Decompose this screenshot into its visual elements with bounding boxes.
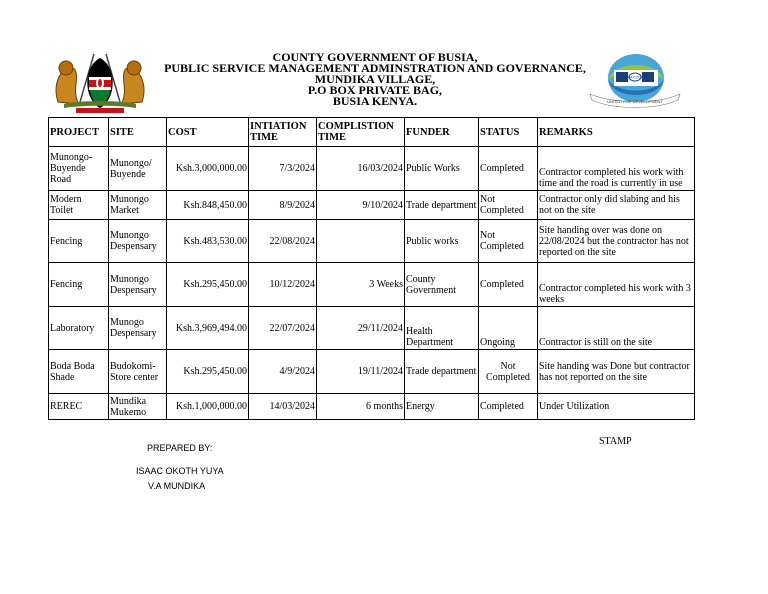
- projects-table: [48, 117, 695, 420]
- cell-project: Boda Boda Shade: [49, 350, 109, 394]
- cell-project: Fencing: [49, 220, 109, 263]
- cell-cost: Ksh.848,450.00: [167, 191, 249, 220]
- cell-site: Munongo Market: [109, 191, 167, 220]
- cell-project: Fencing: [49, 263, 109, 307]
- col-header-remarks: REMARKS: [538, 118, 695, 147]
- cell-site: Munongo Despensary: [109, 263, 167, 307]
- cell-remarks: Contractor completed his work with 3 weeks: [538, 263, 695, 307]
- cell-cost: Ksh.3,000,000.00: [167, 147, 249, 191]
- cell-status: Not Completed: [479, 350, 538, 394]
- cell-funder: County Government: [405, 263, 479, 307]
- cell-site: Munongo Despensary: [109, 220, 167, 263]
- cell-project: Laboratory: [49, 307, 109, 350]
- cell-status: Not Completed: [479, 220, 538, 263]
- cell-end: 19/11/2024: [317, 350, 405, 394]
- preparer-title: V.A MUNDIKA: [148, 481, 206, 491]
- cell-remarks: Under Utilization: [538, 394, 695, 420]
- cell-start: 7/3/2024: [249, 147, 317, 191]
- cell-site: Budokomi-Store center: [109, 350, 167, 394]
- table-header-row: [49, 118, 695, 147]
- col-header-completion: COMPLISTION TIME: [317, 118, 405, 147]
- letterhead: [140, 52, 610, 107]
- logo-motto-text: UNITED FOR DEVELOPMENT: [607, 99, 663, 104]
- col-header-funder: FUNDER: [405, 118, 479, 147]
- table-row: [49, 220, 695, 263]
- cell-start: 8/9/2024: [249, 191, 317, 220]
- cell-status: Not Completed: [479, 191, 538, 220]
- cell-funder: Energy: [405, 394, 479, 420]
- cell-start: 4/9/2024: [249, 350, 317, 394]
- cell-end: 9/10/2024: [317, 191, 405, 220]
- cell-funder: Public works: [405, 220, 479, 263]
- cell-start: 10/12/2024: [249, 263, 317, 307]
- cell-end: [317, 220, 405, 263]
- cell-start: 22/07/2024: [249, 307, 317, 350]
- header-line-department: PUBLIC SERVICE MANAGEMENT ADMINSTRATION AND GOVERNANCE,: [164, 61, 586, 75]
- col-header-site: SITE: [109, 118, 167, 147]
- header-line-pobox: P.O BOX PRIVATE BAG,: [307, 83, 443, 97]
- col-header-status: STATUS: [479, 118, 538, 147]
- cell-funder: Public Works: [405, 147, 479, 191]
- stamp-label: STAMP: [599, 436, 632, 447]
- cell-remarks: Contractor only did slabing and his not on the site: [538, 191, 695, 220]
- cell-remarks: Site handing over was done on 22/08/2024 but the contractor has not reported on the site: [538, 220, 695, 263]
- cell-project: Munongo-Buyende Road: [49, 147, 109, 191]
- cell-remarks: Contractor completed his work with time and the road is currently in use: [538, 147, 695, 191]
- preparer-name: ISAAC OKOTH YUYA: [136, 466, 224, 476]
- cell-status: Ongoing: [479, 307, 538, 350]
- table-row: [49, 394, 695, 420]
- cell-end: 29/11/2024: [317, 307, 405, 350]
- table-row: [49, 307, 695, 350]
- cell-funder: Health Department: [405, 307, 479, 350]
- cell-cost: Ksh.483,530.00: [167, 220, 249, 263]
- cell-funder: Trade department: [405, 350, 479, 394]
- col-header-initiation: INTIATION TIME: [249, 118, 317, 147]
- header-line-county: COUNTY GOVERNMENT OF BUSIA,: [272, 50, 478, 64]
- cell-cost: Ksh.295,450.00: [167, 263, 249, 307]
- table-row: [49, 191, 695, 220]
- cell-remarks: Site handing was Done but contractor has not reported on the site: [538, 350, 695, 394]
- cell-remarks: Contractor is still on the site: [538, 307, 695, 350]
- cell-site: Munogo Despensary: [109, 307, 167, 350]
- cell-start: 22/08/2024: [249, 220, 317, 263]
- cell-project: REREC: [49, 394, 109, 420]
- cell-cost: Ksh.1,000,000.00: [167, 394, 249, 420]
- table-row: [49, 263, 695, 307]
- cell-end: 6 months: [317, 394, 405, 420]
- cell-site: Munongo/ Buyende: [109, 147, 167, 191]
- col-header-project: PROJECT: [49, 118, 109, 147]
- table-row: [49, 147, 695, 191]
- cell-end: 3 Weeks: [317, 263, 405, 307]
- cell-project: Modern Toilet: [49, 191, 109, 220]
- cell-cost: Ksh.295,450.00: [167, 350, 249, 394]
- cell-end: 16/03/2024: [317, 147, 405, 191]
- cell-status: Completed: [479, 263, 538, 307]
- cell-status: Completed: [479, 394, 538, 420]
- kenya-coat-of-arms-logo: [50, 50, 150, 114]
- cell-cost: Ksh.3,969,494.00: [167, 307, 249, 350]
- header-line-village: MUNDIKA VILLAGE,: [314, 72, 436, 86]
- col-header-cost: COST: [167, 118, 249, 147]
- table-row: [49, 350, 695, 394]
- logo-top-text: BUSIA COUNTY: [621, 75, 649, 80]
- prepared-by-label: PREPARED BY:: [147, 443, 213, 453]
- cell-status: Completed: [479, 147, 538, 191]
- cell-start: 14/03/2024: [249, 394, 317, 420]
- cell-site: Mundika Mukemo: [109, 394, 167, 420]
- cell-funder: Trade department: [405, 191, 479, 220]
- header-line-location: BUSIA KENYA.: [332, 94, 418, 108]
